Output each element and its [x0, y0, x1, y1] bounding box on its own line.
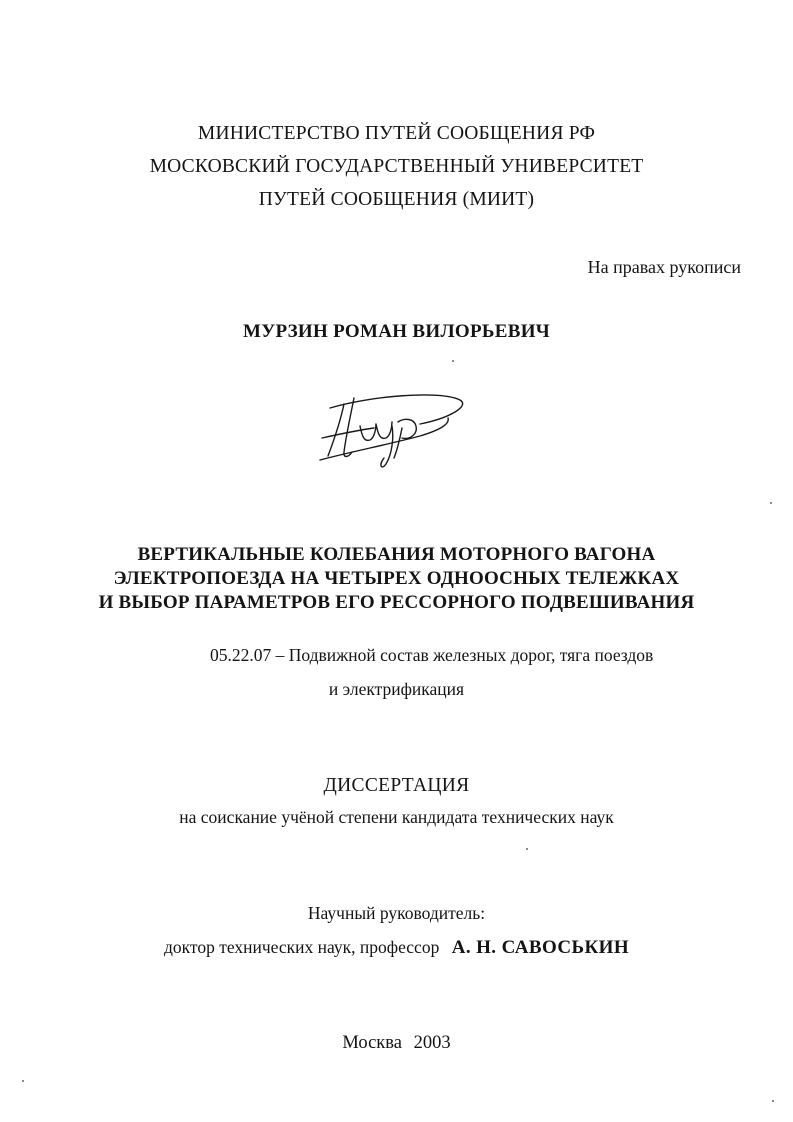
specialty-code: 05.22.07 – Подвижной состав железных дорог, тяга поездов — [210, 645, 654, 665]
author-name: МУРЗИН РОМАН ВИЛОРЬЕВИЧ — [242, 321, 551, 342]
document-type: ДИССЕРТАЦИЯ — [323, 775, 470, 796]
dissertation-title-line-3: И ВЫБОР ПАРАМЕТРОВ ЕГО РЕССОРНОГО ПОДВЕШИВАНИЯ — [98, 592, 695, 613]
city: Москва — [342, 1033, 402, 1053]
scan-speck — [526, 848, 528, 850]
advisor-credentials: доктор технических наук, профессор — [163, 937, 440, 957]
signature-icon — [300, 378, 480, 478]
advisor-line — [0, 938, 793, 957]
place-and-year — [0, 1034, 793, 1053]
dissertation-title-line-1: ВЕРТИКАЛЬНЫЕ КОЛЕБАНИЯ МОТОРНОГО ВАГОНА — [137, 544, 656, 565]
degree-description: на соискание учёной степени кандидата технических наук — [179, 807, 614, 827]
scan-speck — [22, 1080, 24, 1082]
ministry-name: МИНИСТЕРСТВО ПУТЕЙ СООБЩЕНИЯ РФ — [197, 123, 596, 144]
scan-speck — [772, 1100, 774, 1102]
advisor-name: А. Н. САВОСЬКИН — [451, 937, 629, 958]
scan-speck — [452, 360, 454, 362]
manuscript-rights-note: На правах рукописи — [587, 257, 741, 277]
university-name: МОСКОВСКИЙ ГОСУДАРСТВЕННЫЙ УНИВЕРСИТЕТ — [149, 156, 644, 177]
year: 2003 — [413, 1033, 451, 1053]
specialty-code-cont: и электрификация — [328, 679, 465, 699]
university-name-cont: ПУТЕЙ СООБЩЕНИЯ (МИИТ) — [258, 189, 535, 210]
scan-speck — [770, 502, 772, 504]
advisor-heading: Научный руководитель: — [307, 903, 486, 923]
dissertation-title-line-2: ЭЛЕКТРОПОЕЗДА НА ЧЕТЫРЕХ ОДНООСНЫХ ТЕЛЕЖКАХ — [113, 568, 680, 589]
